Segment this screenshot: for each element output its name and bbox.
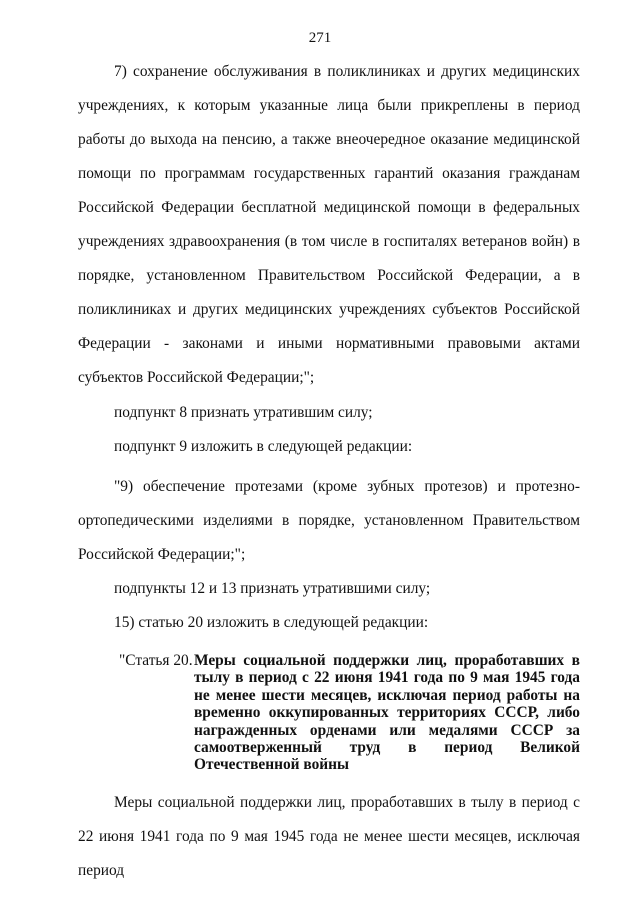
article-label: "Статья 20. [119, 652, 193, 669]
page-number: 271 [308, 30, 332, 46]
paragraph-subpoint-8: подпункт 8 признать утратившим силу; [114, 404, 373, 421]
article-title: Меры социальной поддержки лиц, проработавших в тылу в период с 22 июня 1941 года по 9 мая 1945 года не менее шести месяцев, исключая период работы на временно оккупированных территориях СССР, либо награжденных орденами или медалями СССР за самоотверженный труд в период Великой Отечественной войны [194, 652, 580, 774]
paragraph-item-15: 15) статью 20 изложить в следующей редакции: [114, 614, 429, 631]
paragraph-item-9: "9) обеспечение протезами (кроме зубных протезов) и протезно-ортопедическими изделиями в порядке, установленном Правительством Российской Федерации;"; [78, 478, 580, 563]
paragraph-subpoint-9-intro: подпункт 9 изложить в следующей редакции: [114, 438, 413, 455]
closing-paragraph: Меры социальной поддержки лиц, проработавших в тылу в период с 22 июня 1941 года по 9 мая 1945 года не менее шести месяцев, исключая период [78, 794, 580, 879]
paragraph-item-7: 7) сохранение обслуживания в поликлиниках и других медицинских учреждениях, к которым указанные лица были прикреплены в период работы до выхода на пенсию, а также внеочередное оказание медицинской помощи по программам государственных гарантий оказания гражданам Российской Федерации бесплатной медицинской помощи в федеральных учреждениях здравоохранения (в том числе в госпиталях ветеранов войн) в порядке, установленном Правительством Российской Федерации, а в поликлиниках и других медицинских учреждениях субъектов Российской Федерации - законами и иными нормативными правовыми актами субъектов Российской Федерации;"; [78, 63, 580, 386]
paragraph-subpoints-12-13: подпункты 12 и 13 признать утратившими силу; [114, 580, 431, 597]
